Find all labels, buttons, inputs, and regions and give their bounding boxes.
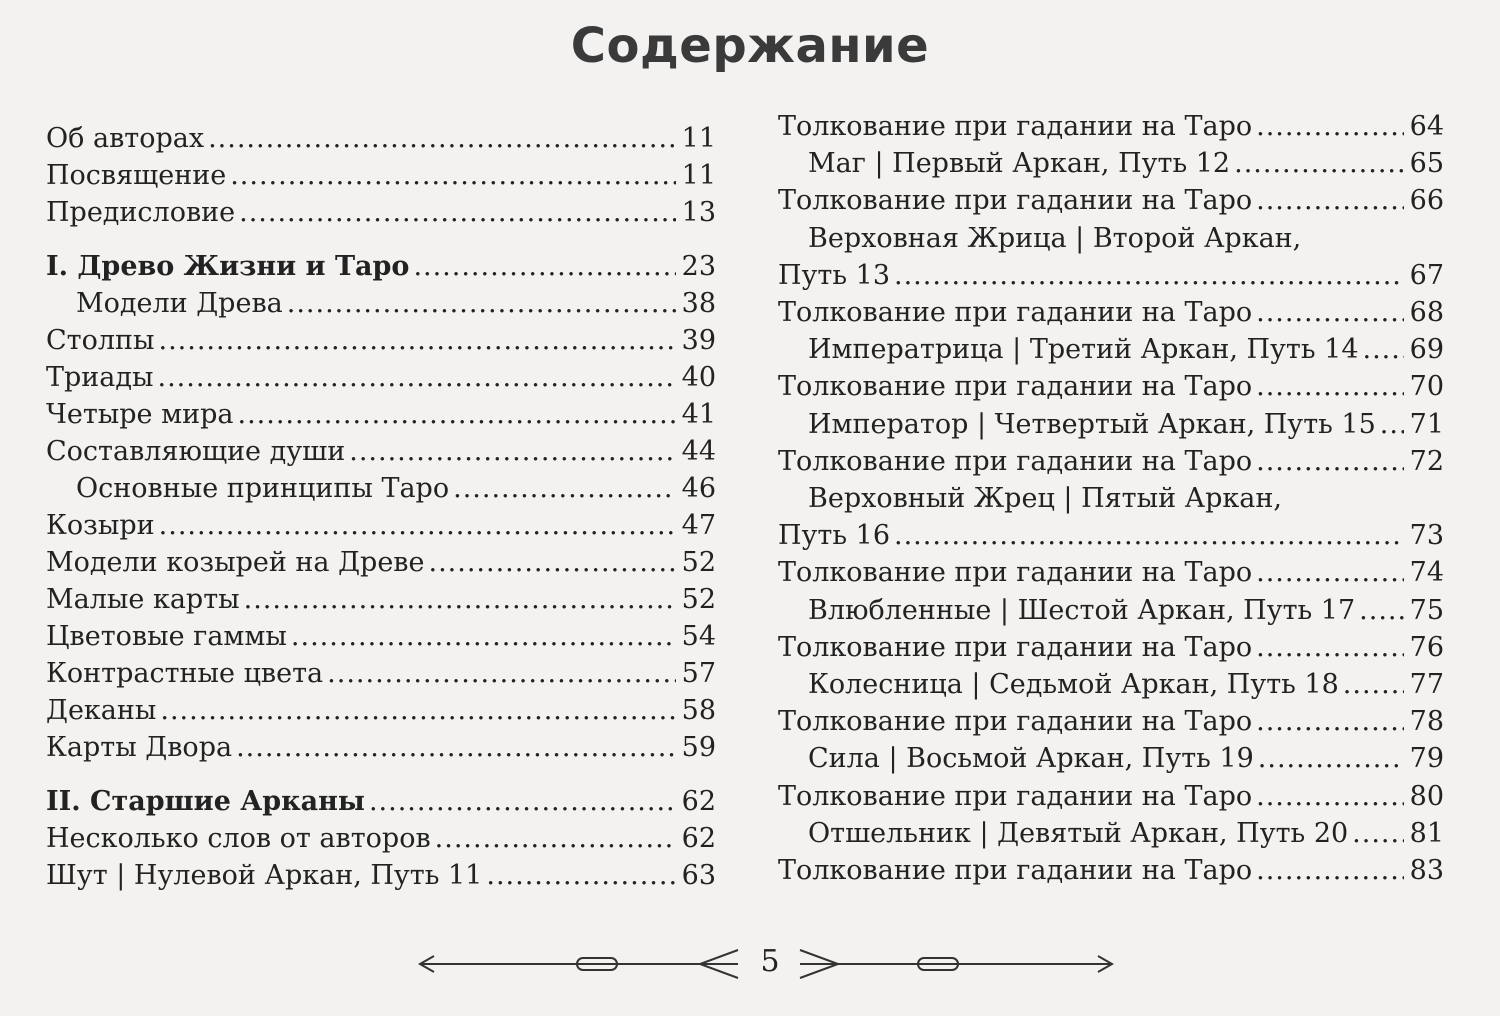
dot-leader <box>894 259 1404 293</box>
toc-entry-title: Карты Двора <box>46 732 233 763</box>
toc-entry-page: 83 <box>1409 855 1444 886</box>
toc-entry <box>778 445 1444 479</box>
toc-entry-page: 73 <box>1409 520 1444 552</box>
dot-leader <box>486 859 675 893</box>
toc-entry-title: Шут | Нулевой Аркан, Путь 11 <box>46 860 483 891</box>
toc-entry-page: 59 <box>681 732 716 763</box>
toc-entry <box>46 546 716 580</box>
toc-entry <box>778 742 1444 776</box>
toc-entry-title: Толкование при гадании на Таро <box>778 111 1253 142</box>
toc-entry <box>46 859 716 893</box>
toc-entry-page: 46 <box>681 473 716 504</box>
toc-entry <box>778 594 1444 628</box>
toc-entry <box>46 361 716 395</box>
dot-leader <box>208 122 676 156</box>
dot-leader <box>1256 631 1404 665</box>
toc-entry-page: 69 <box>1409 334 1444 366</box>
toc-entry <box>46 398 716 432</box>
toc-entry-title: Отшельник | Девятый Аркан, Путь 20 <box>808 817 1349 849</box>
page-footer <box>0 940 1500 984</box>
toc-entry-page: 62 <box>681 823 716 854</box>
toc-entry-page: 13 <box>681 197 716 228</box>
toc-entry-title: Толкование при гадании на Таро <box>778 631 1253 663</box>
dot-leader <box>287 287 676 321</box>
page-title: Содержание <box>570 18 930 74</box>
dot-leader <box>327 657 675 691</box>
dot-leader <box>1256 445 1404 479</box>
toc-entry-title: Император | Четвертый Аркан, Путь 15 <box>808 408 1376 440</box>
toc-entry-page: 65 <box>1409 148 1444 180</box>
toc-left-column <box>46 0 716 1016</box>
left-arrow-ornament <box>420 950 738 978</box>
dot-leader <box>1256 780 1404 814</box>
toc-entry <box>778 817 1444 851</box>
toc-entry <box>46 657 716 691</box>
dot-leader <box>894 519 1404 553</box>
toc-entry-title: Об авторах <box>46 123 205 154</box>
toc-entry <box>778 519 1444 553</box>
dot-leader <box>453 472 676 506</box>
toc-entry-title: Толкование при гадании на Таро <box>778 297 1253 328</box>
toc-entry <box>778 631 1444 665</box>
toc-right-column <box>778 0 1444 1016</box>
toc-entry <box>46 250 716 284</box>
dot-leader <box>244 583 676 617</box>
dot-leader <box>1256 370 1404 404</box>
toc-entry-title: Сила | Восьмой Аркан, Путь 19 <box>808 743 1254 775</box>
toc-entry-page: 74 <box>1409 557 1444 589</box>
toc-entry <box>46 620 716 654</box>
dot-leader <box>1256 110 1404 144</box>
toc-entry-page: 64 <box>1409 111 1444 142</box>
toc-entry-page: 63 <box>681 860 716 891</box>
dot-leader <box>236 731 676 765</box>
toc-entry <box>46 196 716 230</box>
toc-entry <box>46 435 716 469</box>
toc-entry-title: Верховный Жрец | Пятый Аркан, <box>808 483 1282 514</box>
toc-entry <box>778 854 1444 888</box>
dot-leader <box>239 196 676 230</box>
toc-entry-title: Модели козырей на Древе <box>46 547 425 578</box>
toc-entry <box>46 122 716 156</box>
toc-entry <box>778 333 1444 367</box>
toc-entry-page: 40 <box>681 362 716 393</box>
dot-leader <box>1256 705 1404 739</box>
toc-entry-title: Составляющие души <box>46 436 346 467</box>
toc-entry-title: Верховная Жрица | Второй Аркан, <box>808 222 1302 254</box>
toc-entry-page: 77 <box>1409 669 1444 700</box>
toc-entry-title: Императрица | Третий Аркан, Путь 14 <box>808 334 1359 366</box>
dot-leader <box>1256 184 1404 218</box>
toc-entry <box>778 370 1444 404</box>
toc-entry-page: 75 <box>1409 594 1444 626</box>
toc-entry-title: Толкование при гадании на Таро <box>778 557 1253 589</box>
dot-leader <box>158 361 676 395</box>
dot-leader <box>160 694 675 728</box>
toc-entry <box>46 583 716 617</box>
toc-entry <box>778 408 1444 442</box>
toc-entry-title: Путь 13 <box>778 259 891 291</box>
toc-entry-title: Контрастные цвета <box>46 658 324 689</box>
dot-leader <box>435 822 676 856</box>
toc-entry-title: Маг | Первый Аркан, Путь 12 <box>808 148 1231 180</box>
toc-entry <box>46 159 716 193</box>
toc-entry-page: 70 <box>1409 371 1444 403</box>
toc-entry-page: 78 <box>1409 706 1444 738</box>
page-number: 5 <box>760 944 780 979</box>
toc-entry-page: 38 <box>681 288 716 319</box>
toc-entry <box>46 785 716 819</box>
toc-entry-title: Путь 16 <box>778 520 891 552</box>
toc-entry <box>46 731 716 765</box>
toc-entry-page: 81 <box>1409 817 1444 849</box>
toc-entry-page: 57 <box>681 658 716 689</box>
toc-entry <box>778 259 1444 293</box>
dot-leader <box>1359 594 1403 628</box>
dot-leader <box>159 509 676 543</box>
dot-leader <box>1343 668 1404 702</box>
toc-entry-title: Модели Древа <box>76 288 283 319</box>
dot-leader <box>1258 742 1404 776</box>
toc-entry <box>46 694 716 728</box>
toc-entry-title: Четыре мира <box>46 399 234 430</box>
toc-entry-page: 11 <box>681 123 716 154</box>
dot-leader <box>1352 817 1403 851</box>
toc-entry-page: 41 <box>681 399 716 430</box>
toc-entry-page: 62 <box>681 786 716 817</box>
toc-entry-page: 23 <box>681 251 716 282</box>
toc-entry-title: Цветовые гаммы <box>46 621 287 652</box>
toc-entry-title: Триады <box>46 362 154 393</box>
toc-entry-title: Предисловие <box>46 197 236 228</box>
toc-entry-page: 54 <box>681 621 716 652</box>
toc-entry-title: Несколько слов от авторов <box>46 823 431 854</box>
dot-leader <box>291 620 676 654</box>
toc-entry <box>778 184 1444 218</box>
toc-entry-title: Малые карты <box>46 584 240 615</box>
toc-entry <box>778 482 1444 516</box>
toc-entry <box>46 287 716 321</box>
right-arrow-ornament <box>800 950 1112 978</box>
toc-entry-page: 67 <box>1409 259 1444 291</box>
toc-entry-page: 52 <box>681 547 716 578</box>
dot-leader <box>369 785 676 819</box>
toc-entry <box>778 147 1444 181</box>
toc-entry-title: Колесница | Седьмой Аркан, Путь 18 <box>808 669 1339 700</box>
toc-entry-page: 72 <box>1409 445 1444 477</box>
dot-leader <box>1234 147 1404 181</box>
toc-entry-page: 76 <box>1409 631 1444 663</box>
toc-entry-page: 11 <box>681 160 716 191</box>
toc-entry <box>778 222 1444 256</box>
toc-entry-title: Козыри <box>46 510 155 541</box>
dot-leader <box>1380 408 1404 442</box>
dot-leader <box>413 250 675 284</box>
dot-leader <box>1256 854 1404 888</box>
toc-entry-title: II. Старшие Арканы <box>46 786 365 817</box>
toc-entry <box>778 296 1444 330</box>
toc-entry <box>46 472 716 506</box>
toc-entry-title: Столпы <box>46 325 155 356</box>
toc-entry <box>778 110 1444 144</box>
dot-leader <box>349 435 675 469</box>
toc-entry-page: 44 <box>681 436 716 467</box>
toc-entry-page: 80 <box>1409 780 1444 812</box>
toc-entry-page: 68 <box>1409 297 1444 328</box>
toc-entry-title: Посвящение <box>46 160 227 191</box>
dot-leader <box>429 546 676 580</box>
toc-entry <box>778 556 1444 590</box>
toc-entry-title: Толкование при гадании на Таро <box>778 780 1253 812</box>
toc-entry-page: 52 <box>681 584 716 615</box>
toc-entry-title: Толкование при гадании на Таро <box>778 706 1253 738</box>
toc-entry <box>778 705 1444 739</box>
toc-entry <box>778 780 1444 814</box>
toc-entry <box>46 822 716 856</box>
toc-entry <box>46 509 716 543</box>
dot-leader <box>1256 556 1404 590</box>
toc-entry-page: 66 <box>1409 185 1444 217</box>
dot-leader <box>159 324 676 358</box>
toc-entry-title: Толкование при гадании на Таро <box>778 371 1253 403</box>
toc-entry-page: 39 <box>681 325 716 356</box>
toc-entry-title: Деканы <box>46 695 157 726</box>
toc-entry-page: 58 <box>681 695 716 726</box>
toc-entry-title: I. Древо Жизни и Таро <box>46 251 410 282</box>
dot-leader <box>1256 296 1404 330</box>
toc-entry-title: Толкование при гадании на Таро <box>778 855 1253 886</box>
toc-entry <box>46 324 716 358</box>
toc-entry-page: 47 <box>681 510 716 541</box>
toc-entry-page: 71 <box>1409 408 1444 440</box>
toc-entry-title: Основные принципы Таро <box>76 473 450 504</box>
dot-leader <box>230 159 675 193</box>
dot-leader <box>238 398 676 432</box>
toc-entry-title: Толкование при гадании на Таро <box>778 185 1253 217</box>
dot-leader <box>1363 333 1404 367</box>
toc-entry-title: Влюбленные | Шестой Аркан, Путь 17 <box>808 594 1356 626</box>
toc-entry-page: 79 <box>1409 743 1444 775</box>
toc-entry <box>778 668 1444 702</box>
toc-entry-title: Толкование при гадании на Таро <box>778 445 1253 477</box>
